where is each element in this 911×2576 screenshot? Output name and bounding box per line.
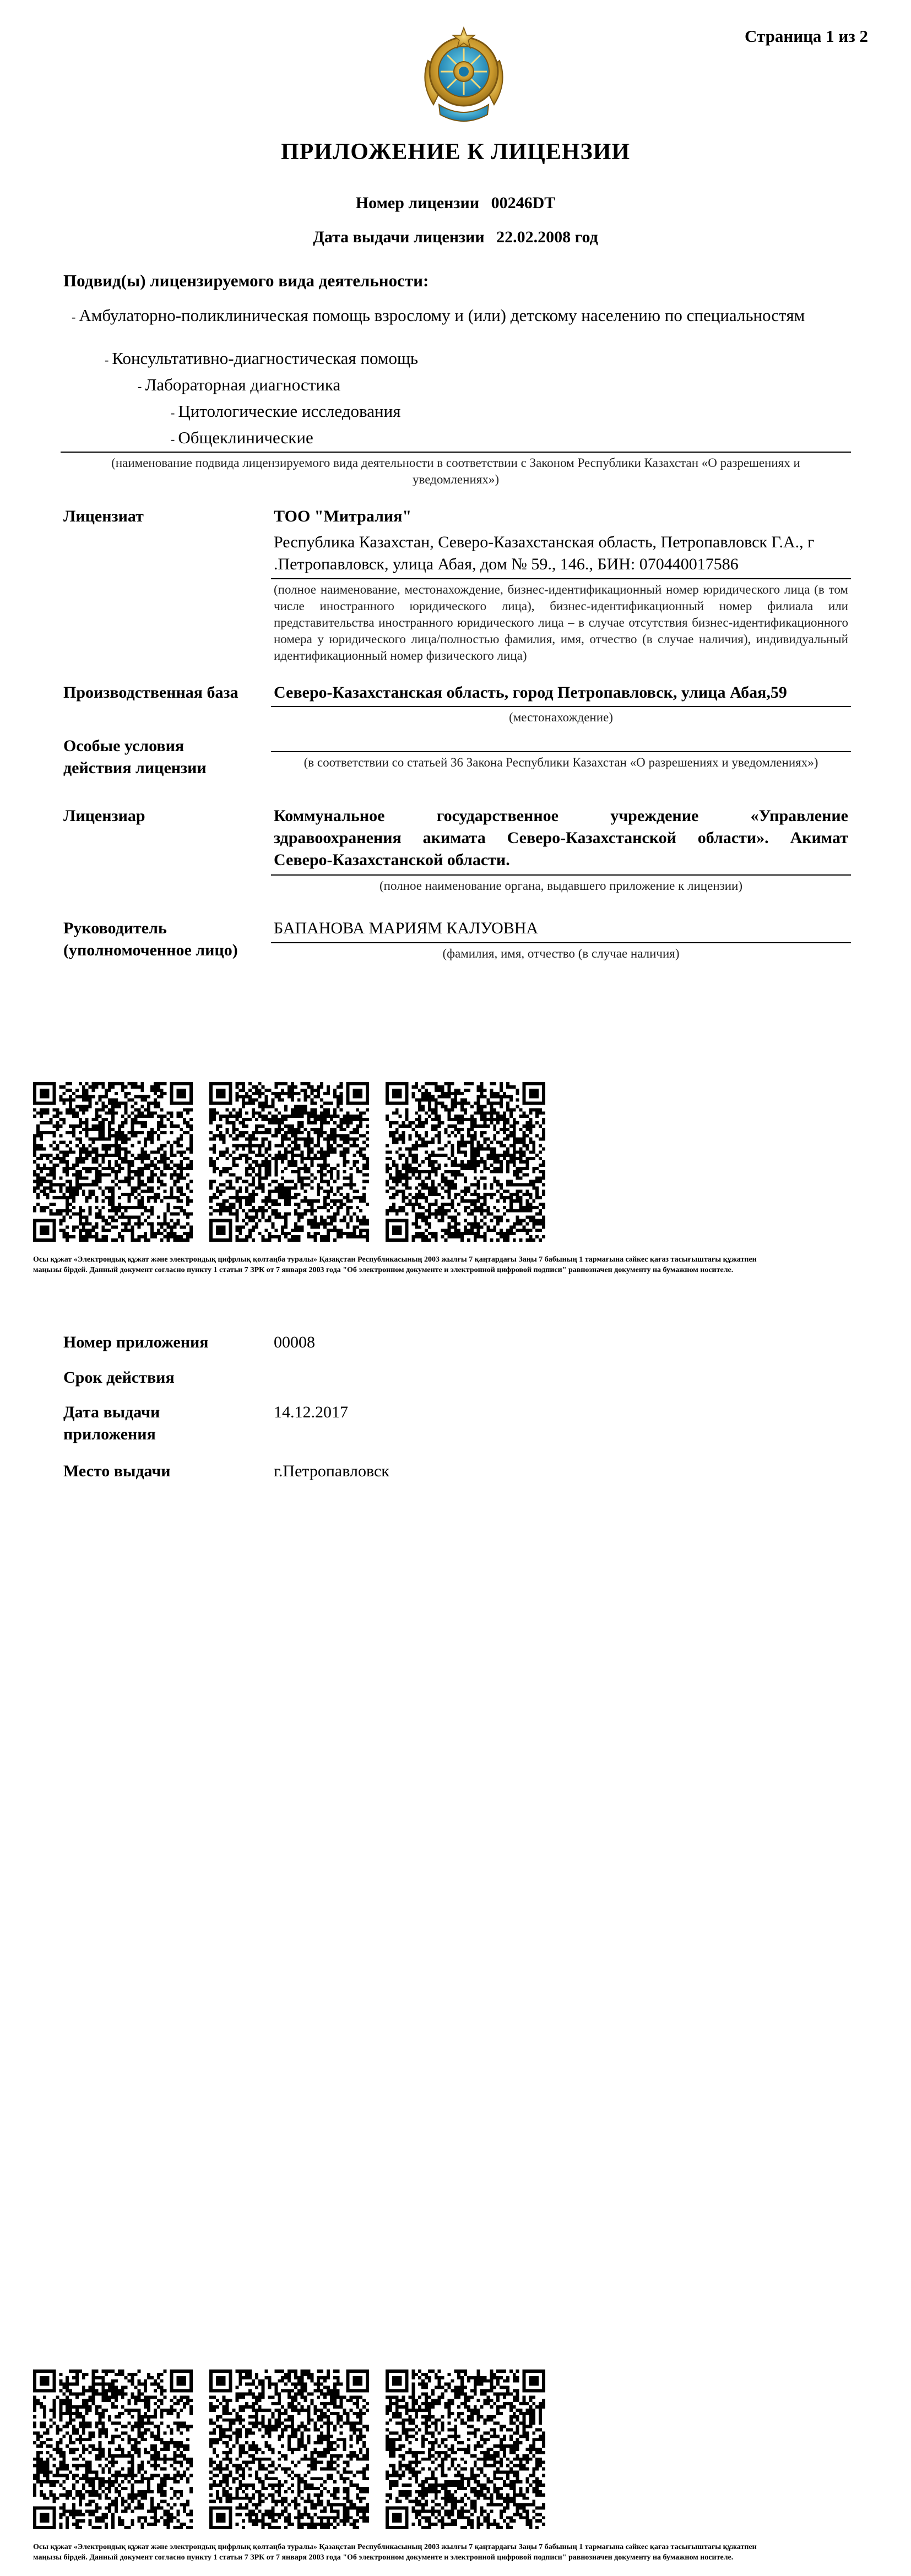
licensee-address-line1: Республика Казахстан, Северо-Казахстанская область, Петропавловск Г.А., г [274, 533, 815, 551]
divider [61, 452, 851, 453]
head-label: Руководитель (уполномоченное лицо) [63, 919, 238, 959]
document-title: ПРИЛОЖЕНИЕ К ЛИЦЕНЗИИ [280, 139, 631, 165]
licensee-note: (полное наименование, местонахождение, бизнес-идентификационный номер юридического лица (в том числе иностранного юридического лица), бизнес-идентификационный номер филиала или представительства иностранного юридического лица – в случае отсутствия бизнес-идентификационного номера у юридического лица/полностью фамилия, имя, отчество (в случае наличия), индивидуальный идентификационный номер физического лица) [274, 583, 848, 662]
licensor-value-line3: Северо-Казахстанской области. [274, 851, 510, 869]
license-number-label: Номер лицензии [355, 194, 480, 212]
subtype-item: - Лабораторная диагностика [138, 375, 341, 394]
issue-date-row [0, 228, 911, 247]
licensor-note: (полное наименование органа, выдавшего приложение к лицензии) [379, 879, 742, 893]
license-number-row [0, 194, 911, 213]
bullet-dash-icon: - [72, 309, 76, 324]
issue-date-label: Дата выдачи лицензии [313, 228, 485, 246]
qr-code-icon [209, 1082, 369, 1242]
qr-code-icon [386, 1082, 545, 1242]
bullet-dash-icon: - [171, 405, 175, 420]
subtype-item: - Амбулаторно-поликлиническая помощь взрослому и (или) детскому населению по специальностям [72, 306, 805, 325]
appendix-number-label: Номер приложения [63, 1333, 209, 1351]
licensee-name: ТОО "Митралия" [274, 507, 412, 525]
licensee-address-line2: .Петропавловск, улица Абая, дом № 59., 146., БИН: 070440017586 [274, 555, 739, 573]
licensee-label: Лицензиат [63, 507, 144, 525]
head-note: (фамилия, имя, отчество (в случае наличия) [442, 947, 680, 960]
production-base-value: Северо-Казахстанская область, город Петропавловск, улица Абая,59 [274, 683, 787, 702]
bullet-dash-icon: - [171, 432, 175, 446]
qr-code-icon [386, 2370, 545, 2529]
divider [271, 578, 851, 579]
production-base-note: (местонахождение) [509, 710, 613, 724]
subtype-item: - Цитологические исследования [171, 401, 401, 421]
bullet-dash-icon: - [138, 379, 142, 393]
issue-date-value: 22.02.2008 год [496, 228, 598, 246]
divider [271, 874, 851, 876]
legal-footer-note: Осы құжат «Электрондық құжат және электрондық цифрлық қолтаңба туралы» Қазақстан Республикасының 2003 жылғы 7 қаңтардағы Заңы 7 бабының 1 тармағына сәйкес қағаз тасығыштағы құжатпен маңызы бірдей. Данный документ согласно пункту 1 статьи 7 ЗРК от 7 января 2003 года "Об электронном документе и электронной цифровой подписи" равнозначен документу на бумажном носителе. [33, 1256, 757, 1274]
divider [271, 942, 851, 943]
special-conditions-note: (в соответствии со статьей 36 Закона Республики Казахстан «О разрешениях и уведомлениях») [303, 756, 818, 769]
subtypes-label: Подвид(ы) лицензируемого вида деятельности: [63, 271, 429, 290]
production-base-label: Производственная база [63, 683, 238, 702]
place-value: г.Петропавловск [274, 1462, 389, 1480]
appendix-date-value: 14.12.2017 [274, 1403, 348, 1421]
place-label: Место выдачи [63, 1462, 171, 1480]
appendix-date-label: Дата выдачи приложения [63, 1403, 160, 1443]
subtype-item: - Общеклинические [171, 428, 313, 447]
state-emblem-icon [417, 22, 511, 127]
divider [271, 751, 851, 752]
validity-label: Срок действия [63, 1368, 175, 1387]
qr-code-icon [209, 2370, 369, 2529]
page-counter: Страница 1 из 2 [745, 26, 868, 46]
divider [271, 706, 851, 707]
special-conditions-label: Особые условия действия лицензии [63, 737, 207, 777]
licensor-value-line1: Коммунальное государственное учреждение «Управление [274, 807, 848, 825]
qr-code-icon [33, 1082, 193, 1242]
qr-code-icon [33, 2370, 193, 2529]
subtypes-note: (наименование подвида лицензируемого вида деятельности в соответствии с Законом Республики Казахстан «О разрешениях и уведомлениях») [111, 456, 800, 486]
subtype-item: - Консультативно-диагностическая помощь [105, 349, 418, 368]
head-value: БАПАНОВА МАРИЯМ КАЛУОВНА [274, 919, 539, 937]
license-number-value: 00246DT [491, 194, 556, 212]
legal-footer-note: Осы құжат «Электрондық құжат және электрондық цифрлық қолтаңба туралы» Қазақстан Республикасының 2003 жылғы 7 қаңтардағы Заңы 7 бабының 1 тармағына сәйкес қағаз тасығыштағы құжатпен маңызы бірдей. Данный документ согласно пункту 1 статьи 7 ЗРК от 7 января 2003 года "Об электронном документе и электронной цифровой подписи" равнозначен документу на бумажном носителе. [33, 2543, 757, 2562]
licensor-label: Лицензиар [63, 807, 145, 825]
licensor-value-line2: здравоохранения акимата Северо-Казахстанской области». Акимат [274, 829, 848, 847]
appendix-number-value: 00008 [274, 1333, 315, 1351]
bullet-dash-icon: - [105, 352, 109, 367]
